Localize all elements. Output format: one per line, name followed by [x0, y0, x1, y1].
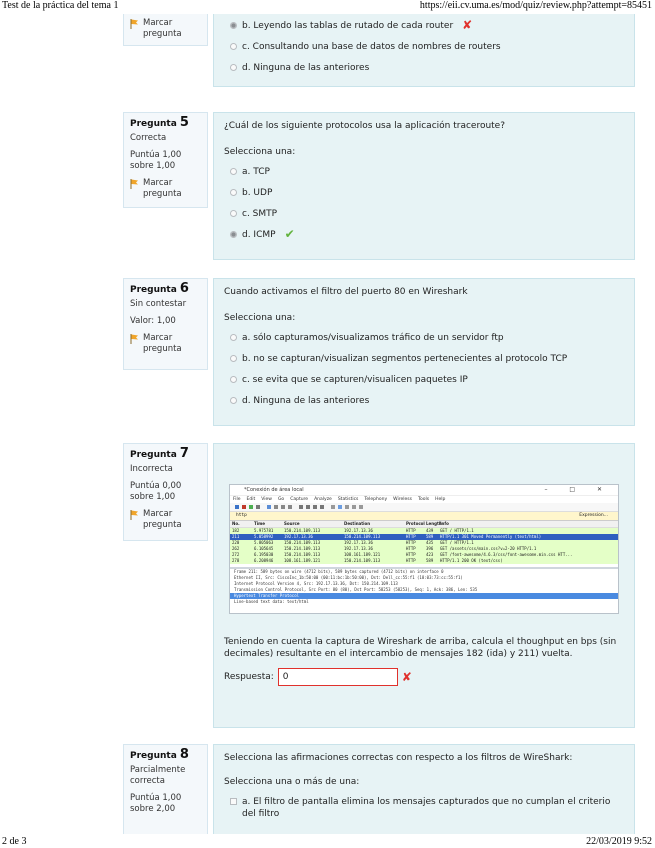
radio-button[interactable] [230, 334, 237, 341]
option-b[interactable] [230, 353, 624, 365]
print-header [0, 0, 655, 12]
option-label: a. TCP [242, 167, 270, 177]
menu-edit: Edit [246, 497, 256, 502]
menu-telephony: Telephony [364, 497, 388, 502]
packet-details [230, 567, 618, 605]
flag-label: Marcar pregunta [143, 509, 182, 530]
option-label: d. Ninguna de las anteriores [242, 63, 370, 73]
radio-button[interactable] [230, 376, 237, 383]
question-number: Pregunta 8 [130, 747, 189, 762]
packet-cell: 150.214.109.113 [344, 534, 381, 539]
question-text: Cuando activamos el filtro del puerto 80 en Wireshark [224, 287, 468, 297]
question-4-info [123, 14, 208, 46]
expression-button[interactable]: Expression... [579, 513, 608, 518]
packet-cell: 272 [232, 552, 240, 557]
wireshark-title: *Conexión de área local [244, 487, 304, 493]
option-d[interactable] [230, 62, 624, 74]
packet-cell: HTTP [406, 540, 416, 545]
question-number: Pregunta 7 [130, 446, 189, 461]
packet-cell: 150.214.109.113 [344, 558, 381, 563]
option-label: a. sólo capturamos/visualizamos tráfico de un servidor ftp [242, 333, 504, 343]
wireshark-menubar [230, 496, 618, 503]
detail-row[interactable]: Frame 211: 589 bytes on wire (4712 bits), 589 bytes captured (4712 bits) on interface 0 [234, 569, 444, 574]
packet-cell: 192.17.13.36 [344, 540, 373, 545]
packet-cell: 5.975781 [254, 528, 274, 533]
question-number: Pregunta 5 [130, 115, 189, 130]
question-7-content [213, 443, 635, 728]
question-8-info [123, 744, 208, 834]
radio-button[interactable] [230, 64, 237, 71]
packet-cell: HTTP [406, 546, 416, 551]
option-label: b. Leyendo las tablas de rutado de cada router [242, 21, 454, 31]
option-label: d. Ninguna de las anteriores [242, 396, 370, 406]
packet-cell: 108.161.189.121 [344, 552, 381, 557]
radio-button[interactable] [230, 43, 237, 50]
packet-cell: GET /font-awesome/4.6.3/css/font-awesome.min.css HTT... [440, 552, 573, 557]
radio-button[interactable] [230, 210, 237, 217]
option-a[interactable] [230, 332, 624, 344]
print-url: https://eii.cv.uma.es/mod/quiz/review.php?attempt=85451 [419, 0, 652, 11]
flag-icon [130, 510, 139, 520]
incorrect-icon: ✘ [462, 18, 473, 32]
menu-view: View [261, 497, 272, 502]
radio-button[interactable] [230, 231, 237, 238]
flag-label: Marcar pregunta [143, 333, 182, 354]
question-5-info [123, 112, 208, 208]
incorrect-icon: ✘ [401, 670, 412, 684]
option-label: a. El filtro de pantalla elimina los mensajes capturados que no cumplan el criterio del filtro [242, 797, 611, 819]
question-state: Sin contestar [130, 299, 187, 309]
packet-cell: GET / HTTP/1.1 [440, 528, 474, 533]
flag-question-5[interactable] [130, 178, 201, 200]
detail-row[interactable]: Line-based text data: text/html [234, 599, 309, 604]
correct-icon: ✔ [284, 227, 295, 241]
question-4-content [213, 14, 635, 87]
print-title: Test de la práctica del tema 1 [2, 0, 119, 11]
flag-icon [130, 179, 139, 189]
page-counter: 2 de 3 [2, 836, 27, 847]
packet-cell: 182 [232, 528, 240, 533]
packet-cell: 108.161.189.121 [284, 558, 321, 563]
packet-row[interactable] [230, 558, 618, 564]
detail-row[interactable]: Ethernet II, Src: CiscoInc_1b:50:00 (00:11:bc:1b:50:00), Dst: Dell_cc:55:f1 (18:03:73:cc:55:f1) [234, 575, 463, 580]
packet-list-header: No. Time Source Destination Protocol Length Info [230, 521, 618, 528]
question-6-info [123, 278, 208, 370]
answer-label: Respuesta: [224, 672, 274, 682]
packet-cell: 192.17.13.36 [344, 528, 373, 533]
option-c[interactable] [230, 208, 624, 220]
packet-cell: 435 [426, 540, 434, 545]
option-label: b. no se capturan/visualizan segmentos pertenecientes al protocolo TCP [242, 354, 568, 364]
question-grade: Puntúa 1,00 sobre 2,00 [130, 793, 182, 814]
flag-label: Marcar pregunta [143, 178, 182, 199]
option-label: c. se evita que se capturen/visualicen paquetes IP [242, 375, 468, 385]
print-datetime: 22/03/2019 9:52 [586, 836, 652, 847]
question-grade: Puntúa 1,00 sobre 1,00 [130, 150, 182, 171]
radio-button[interactable] [230, 189, 237, 196]
question-grade: Puntúa 0,00 sobre 1,00 [130, 481, 182, 502]
packet-cell: GET /assets/css/main.css?v=2-20 HTTP/1.1 [440, 546, 537, 551]
packet-cell: 192.17.13.36 [344, 546, 373, 551]
menu-analyze: Analyze [314, 497, 332, 502]
packet-cell: 6.105645 [254, 546, 274, 551]
packet-cell: HTTP [406, 552, 416, 557]
option-b[interactable] [230, 187, 624, 199]
question-text: Teniendo en cuenta la captura de Wireshark de arriba, calcula el thoughput en bps (sin decimales) resultante en el intercambio de mensajes 182 (ida) y 211) vuelta. [224, 637, 617, 659]
answer-row [224, 668, 624, 686]
radio-button[interactable] [230, 355, 237, 362]
question-text: Selecciona las afirmaciones correctas con respecto a los filtros de WireShark: [224, 753, 573, 763]
packet-cell: 150.214.109.113 [284, 552, 321, 557]
flag-question-7[interactable] [130, 509, 201, 531]
radio-button[interactable] [230, 22, 237, 29]
flag-question-6[interactable] [130, 333, 201, 355]
option-label: b. UDP [242, 188, 273, 198]
packet-cell: 262 [232, 546, 240, 551]
question-7-info [123, 443, 208, 541]
packet-cell: 150.214.109.113 [284, 528, 321, 533]
packet-cell: HTTP [406, 558, 416, 563]
select-instruction: Selecciona una: [224, 147, 296, 157]
select-instruction: Selecciona una o más de una: [224, 777, 360, 787]
wireshark-toolbar [230, 503, 618, 512]
packet-cell: 589 [426, 558, 434, 563]
select-instruction: Selecciona una: [224, 313, 296, 323]
wireshark-titlebar [230, 485, 618, 496]
packet-cell: HTTP [406, 528, 416, 533]
packet-cell: 439 [426, 528, 434, 533]
answer-options [224, 796, 624, 820]
question-state: Correcta [130, 133, 167, 143]
flag-question-4[interactable] [130, 18, 201, 40]
option-c[interactable] [230, 374, 624, 386]
packet-list [230, 528, 618, 564]
packet-cell: 589 [426, 534, 434, 539]
packet-cell: HTTP [406, 534, 416, 539]
packet-cell: 220 [232, 540, 240, 545]
option-c[interactable] [230, 41, 624, 53]
packet-cell: HTTP/1.1 200 OK (text/css) [440, 558, 503, 563]
checkbox[interactable] [230, 798, 237, 805]
answer-input[interactable]: 0 [278, 668, 398, 686]
packet-cell: HTTP/1.1 301 Moved Permanently (text/html) [440, 534, 542, 539]
packet-cell: 211 [232, 534, 240, 539]
packet-cell: 396 [426, 546, 434, 551]
flag-icon [130, 19, 139, 29]
packet-cell: 278 [232, 558, 240, 563]
answer-options [224, 332, 624, 407]
display-filter-bar[interactable] [230, 512, 618, 521]
detail-row[interactable]: Transmission Control Protocol, Src Port: 80 (80), Dst Port: 58253 (58253), Seq: 1, Ack: 386, Len: 535 [234, 587, 478, 592]
question-5-content [213, 112, 635, 260]
packet-cell: 5.805063 [254, 540, 274, 545]
answer-options [224, 166, 624, 241]
packet-cell: GET / HTTP/1.1 [440, 540, 474, 545]
print-footer [0, 836, 655, 848]
question-state: Incorrecta [130, 464, 173, 474]
option-d[interactable] [230, 395, 624, 407]
answer-options [224, 20, 624, 74]
packet-cell: 150.214.109.113 [284, 540, 321, 545]
window-buttons: – □ ✕ [544, 486, 612, 493]
radio-button[interactable] [230, 397, 237, 404]
menu-help: Help [435, 497, 446, 502]
toolbar-icons [233, 503, 433, 511]
menu-file: File [233, 497, 241, 502]
option-label: c. Consultando una base de datos de nombres de routers [242, 42, 501, 52]
option-d[interactable] [230, 229, 624, 241]
question-text: ¿Cuál de los siguiente protocolos usa la aplicación traceroute? [224, 121, 505, 131]
option-label: c. SMTP [242, 209, 278, 219]
packet-cell: 150.214.109.113 [284, 546, 321, 551]
menu-wireless: Wireless [393, 497, 412, 502]
question-grade: Valor: 1,00 [130, 316, 176, 326]
detail-row[interactable]: Hypertext Transfer Protocol [230, 593, 618, 599]
question-6-content [213, 278, 635, 426]
detail-row[interactable]: Internet Protocol Version 4, Src: 192.17.13.36, Dst: 150.214.109.113 [234, 581, 398, 586]
flag-icon [130, 334, 139, 344]
question-number: Pregunta 6 [130, 281, 189, 296]
menu-go: Go [277, 497, 285, 502]
radio-button[interactable] [230, 168, 237, 175]
question-state: Parcialmente correcta [130, 765, 186, 786]
packet-cell: 192.17.13.36 [284, 534, 313, 539]
packet-cell: 423 [426, 552, 434, 557]
menu-tools: Tools [418, 497, 430, 502]
packet-cell: 6.208946 [254, 558, 274, 563]
filter-text: http [236, 513, 247, 518]
wireshark-screenshot [229, 484, 619, 614]
option-a[interactable] [230, 796, 624, 820]
option-b[interactable] [230, 20, 624, 32]
option-label: d. ICMP [242, 230, 276, 240]
packet-cell: 5.058992 [254, 534, 274, 539]
menu-capture: Capture [290, 497, 309, 502]
packet-cell: 6.195030 [254, 552, 274, 557]
question-8-content [213, 744, 635, 834]
flag-label: Marcar pregunta [143, 18, 182, 39]
menu-statistics: Statistics [337, 497, 359, 502]
option-a[interactable] [230, 166, 624, 178]
